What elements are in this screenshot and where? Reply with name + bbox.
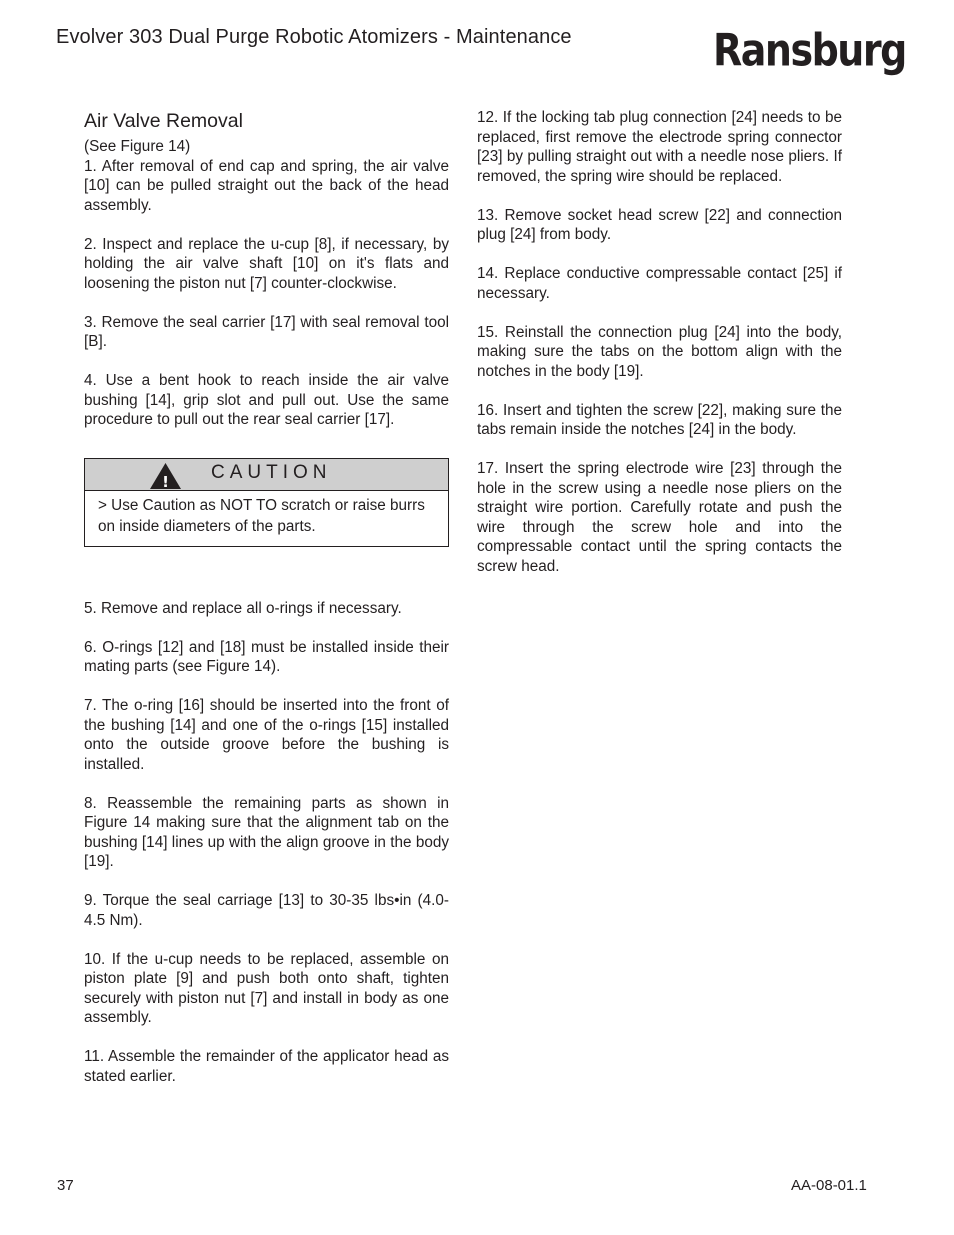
- section-title: Air Valve Removal: [84, 110, 243, 132]
- page-number: 37: [57, 1177, 74, 1194]
- step-9: 9. Torque the seal carriage [13] to 30-35 lbs•in (4.0-4.5 Nm).: [84, 892, 449, 929]
- step-15: 15. Reinstall the connection plug [24] into the body, making sure the tabs on the bottom align with the notches in the body [19].: [477, 323, 842, 380]
- caution-box: [84, 458, 449, 547]
- right-column: [477, 108, 842, 576]
- warning-exclamation: !: [162, 472, 169, 490]
- caution-label: CAUTION: [211, 461, 332, 483]
- step-4: 4. Use a bent hook to reach inside the air valve bushing [14], grip slot and pull out. Use the same procedure to pull out the rear seal carrier [17].: [84, 372, 449, 428]
- step-13: 13. Remove socket head screw [22] and connection plug [24] from body.: [477, 206, 842, 243]
- step-11: 11. Assemble the remainder of the applicator head as stated earlier.: [84, 1048, 449, 1085]
- step-6: 6. O-rings [12] and [18] must be installed inside their mating parts (see Figure 14).: [84, 638, 449, 675]
- caution-text: > Use Caution as NOT TO scratch or raise burrs on inside diameters of the parts.: [98, 496, 425, 535]
- warning-triangle-icon: [149, 462, 182, 490]
- step-14: 14. Replace conductive compressable contact [25] if necessary.: [477, 265, 842, 302]
- step-16: 16. Insert and tighten the screw [22], making sure the tabs remain inside the notches [24] in the body.: [477, 401, 842, 438]
- step-8: 8. Reassemble the remaining parts as shown in Figure 14 making sure that the alignment tab on the bushing [14] lines up with the align groove in the body [19].: [84, 794, 449, 870]
- ransburg-logo: Ransburg: [713, 24, 906, 76]
- step-3: 3. Remove the seal carrier [17] with seal removal tool [B].: [84, 313, 449, 350]
- left-column: [84, 108, 449, 1086]
- document-number: AA-08-01.1: [791, 1177, 867, 1194]
- step-10: 10. If the u-cup needs to be replaced, assemble on piston plate [9] and push both onto shaft, tighten securely with piston nut [7] and install in body as one assembly.: [84, 950, 449, 1026]
- step-5: 5. Remove and replace all o-rings if necessary.: [84, 599, 402, 617]
- page-header-title: Evolver 303 Dual Purge Robotic Atomizers - Maintenance: [56, 26, 572, 48]
- step-1: 1. After removal of end cap and spring, the air valve [10] can be pulled straight out the back of the head assembly.: [84, 157, 449, 214]
- figure-reference: (See Figure 14): [84, 138, 191, 155]
- step-17: 17. Insert the spring electrode wire [23] through the hole in the screw using a needle nose pliers on the straight wire portion. Carefully rotate and push the wire through the screw hole and into the compressable contact until the spring contacts the screw head.: [477, 460, 842, 575]
- step-7: 7. The o-ring [16] should be inserted into the front of the bushing [14] and one of the o-rings [15] installed onto the outside groove before the bushing is installed.: [84, 697, 449, 773]
- caution-header: [85, 459, 448, 491]
- step-12: 12. If the locking tab plug connection [24] needs to be replaced, first remove the electrode spring connector [23] by pulling straight out with a needle nose pliers. If removed, the spring wire should be replaced.: [477, 109, 842, 185]
- step-2: 2. Inspect and replace the u-cup [8], if necessary, by holding the air valve shaft [10] on it's flats and loosening the piston nut [7] counter-clockwise.: [84, 235, 449, 292]
